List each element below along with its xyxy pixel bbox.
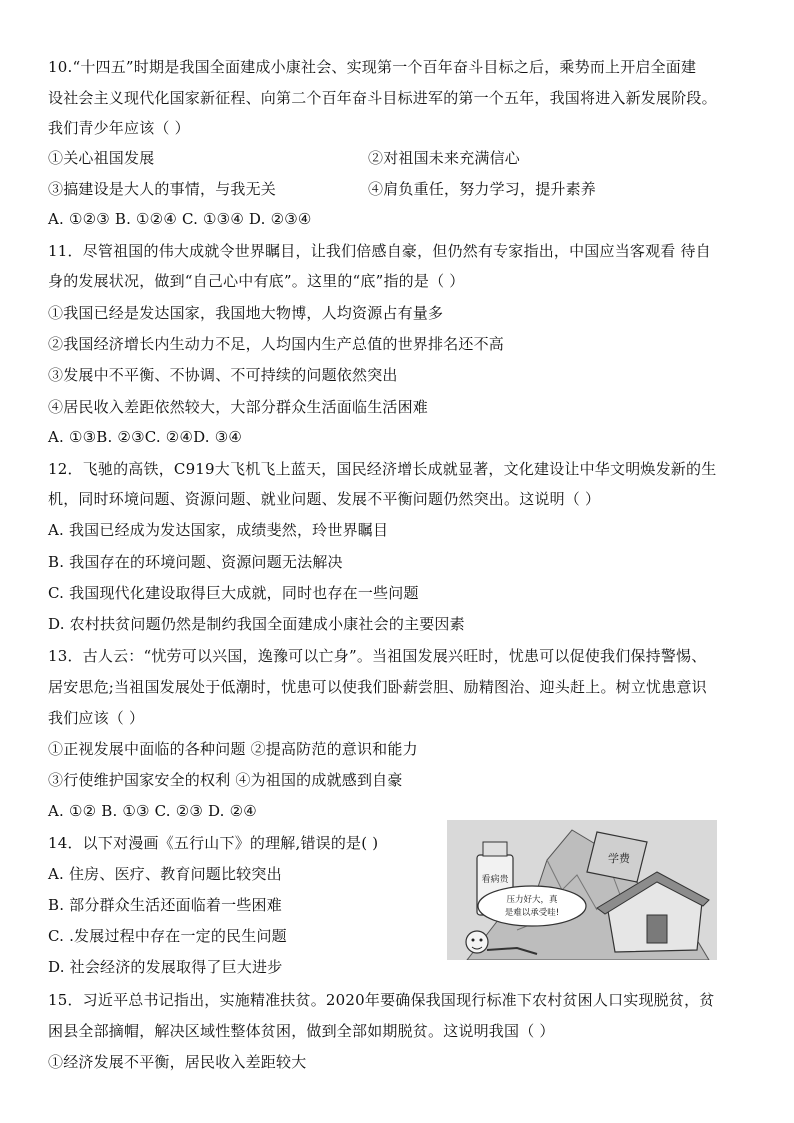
house-door xyxy=(647,915,667,943)
q10-statement-3: ③搞建设是大人的事情，与我无关 xyxy=(48,180,277,198)
q10-statement-2: ②对祖国未来充满信心 xyxy=(368,149,521,167)
q14-option-c: C. .发展过程中存在一定的民生问题 xyxy=(48,927,287,945)
q11-statement-2: ②我国经济增长内生动力不足，人均国内生产总值的世界排名还不高 xyxy=(48,335,505,353)
q13-stem-line-2: 居安思危;当祖国发展处于低潮时，忧患可以使我们卧薪尝胆、励精图治、迎头赶上。树立忧患意识 xyxy=(48,678,707,696)
speech-bubble xyxy=(478,886,586,926)
q12-option-b: B. 我国存在的环境问题、资源问题无法解决 xyxy=(48,553,343,571)
person-eye-left xyxy=(472,939,475,942)
q11-options: A. ①③B. ②③C. ②④D. ③④ xyxy=(48,428,243,446)
bottle-label: 看病贵 xyxy=(481,875,509,885)
q11-statement-3: ③发展中不平衡、不协调、不可持续的问题依然突出 xyxy=(48,366,398,384)
person-eye-right xyxy=(480,939,483,942)
q15-stem-line-2: 困县全部摘帽，解决区域性整体贫困，做到全部如期脱贫。这说明我国（ ） xyxy=(48,1022,555,1040)
q15-statement-1: ①经济发展不平衡，居民收入差距较大 xyxy=(48,1053,307,1071)
q13-stem-line-3: 我们应该（ ） xyxy=(48,709,145,727)
q12-option-c: C. 我国现代化建设取得巨大成就，同时也存在一些问题 xyxy=(48,584,419,602)
q12-option-d: D. 农村扶贫问题仍然是制约我国全面建成小康社会的主要因素 xyxy=(48,615,465,633)
q14-stem: 14．以下对漫画《五行山下》的理解,错误的是( ) xyxy=(48,834,379,852)
q12-option-a: A. 我国已经成为发达国家，成绩斐然，玲世界瞩目 xyxy=(48,521,389,539)
q11-stem-line-1: 11．尽管祖国的伟大成就令世界瞩目，让我们倍感自豪，但仍然有专家指出，中国应当客观看 待自 xyxy=(48,242,711,260)
q10-stem-line-1: 10.“十四五”时期是我国全面建成小康社会、实现第一个百年奋斗目标之后，乘势而上开启全面建 xyxy=(48,58,697,76)
q14-option-a: A. 住房、医疗、教育问题比较突出 xyxy=(48,865,282,883)
book-label: 学费 xyxy=(608,852,630,865)
bottle-cap xyxy=(483,842,507,856)
q13-statements-row-2: ③行使维护国家安全的权利 ④为祖国的成就感到自豪 xyxy=(48,771,403,789)
q10-statement-1: ①关心祖国发展 xyxy=(48,149,155,167)
q10-options: A. ①②③ B. ①②④ C. ①③④ D. ②③④ xyxy=(48,210,312,228)
cartoon-wuxing-mountain xyxy=(447,820,717,960)
q13-statements-row-1: ①正视发展中面临的各种问题 ②提高防范的意识和能力 xyxy=(48,740,418,758)
q14-option-d: D. 社会经济的发展取得了巨大进步 xyxy=(48,958,283,976)
q10-statement-4: ④肩负重任，努力学习，提升素养 xyxy=(368,180,597,198)
q12-stem-line-2: 机，同时环境问题、资源问题、就业问题、发展不平衡问题仍然突出。这说明（ ） xyxy=(48,490,601,508)
q14-option-b: B. 部分群众生活还面临着一些困难 xyxy=(48,896,282,914)
bubble-text-line-1: 压力好大，真 xyxy=(506,895,558,905)
q11-stem-line-2: 身的发展状况，做到“自己心中有底”。这里的“底”指的是（ ） xyxy=(48,272,465,290)
q13-stem-line-1: 13．古人云：“忧劳可以兴国，逸豫可以亡身”。当祖国发展兴旺时，忧患可以促使我们保持警惕、 xyxy=(48,647,707,665)
bubble-text-line-2: 是难以承受哇! xyxy=(504,908,560,918)
q11-statement-1: ①我国已经是发达国家，我国地大物博，人均资源占有量多 xyxy=(48,304,444,322)
q13-options: A. ①② B. ①③ C. ②③ D. ②④ xyxy=(48,802,257,820)
q11-statement-4: ④居民收入差距依然较大，大部分群众生活面临生活困难 xyxy=(48,398,429,416)
q10-stem-line-2: 设社会主义现代化国家新征程、向第二个百年奋斗目标进军的第一个五年，我国将进入新发展阶段。 xyxy=(48,89,717,107)
person-head xyxy=(466,931,488,953)
q10-stem-line-3: 我们青少年应该（ ） xyxy=(48,119,190,137)
q15-stem-line-1: 15．习近平总书记指出，实施精准扶贫。2020年要确保我国现行标准下农村贫困人口实现脱贫，贫 xyxy=(48,991,715,1009)
q12-stem-line-1: 12．飞驰的高铁，C919大飞机飞上蓝天，国民经济增长成就显著，文化建设让中华文明焕发新的生 xyxy=(48,460,717,478)
